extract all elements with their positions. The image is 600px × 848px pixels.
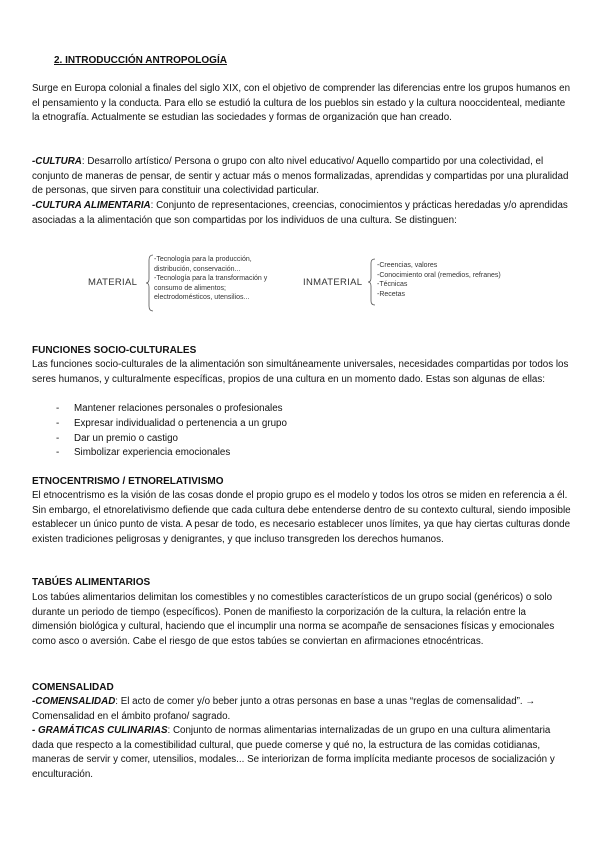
inmaterial-item: -Conocimiento oral (remedios, refranes) — [377, 271, 501, 279]
material-item: consumo de alimentos; — [154, 284, 226, 292]
intro-paragraph: Surge en Europa colonial a finales del siglo XIX, con el objetivo de comprender las diferencias entre los grupos humanos en el pensamiento y la conducta. Para ello se estudió la cultura de los pueblos sin estado y la cultura nooccidenteal, mediante la etnografía. Actualmente se estudian las sociedades y formas de organización que han creado. — [32, 83, 571, 124]
gramaticas-term: - GRAMÁTICAS CULINARIAS — [32, 725, 168, 736]
cultura-term: -CULTURA — [32, 156, 82, 167]
cultura-definition — [32, 155, 572, 199]
comensalidad-definition — [32, 695, 572, 724]
funciones-heading: FUNCIONES SOCIO-CULTURALES — [32, 345, 197, 356]
cultura-text: : Desarrollo artístico/ Persona o grupo con alto nivel educativo/ Aquello compartido por una colectividad, el conjunto de maneras de pensar, de sentir y actuar más o menos formalizadas, aprendidas y compartidas por una pluralidad de personas, que sirven para constituir una colectividad particular. — [32, 156, 569, 197]
cultura-alimentaria-text: : Conjunto de representaciones, creencias, conocimientos y prácticas heredadas y/o aprendidas asociadas a la alimentación que son compartidas por los individuos de una cultura. Se distinguen: — [32, 200, 568, 226]
comensalidad-text: : El acto de comer y/o beber junto a otras personas en base a unas “reglas de comensalidad”. → Comensalidad en el ámbito profano/ sagrado. — [32, 696, 536, 722]
cultura-alimentaria-diagram — [80, 248, 520, 318]
list-item: - Simbolizar experiencia emocionales — [32, 446, 552, 461]
inmaterial-item: -Técnicas — [377, 281, 408, 289]
list-item: - Mantener relaciones personales o profesionales — [32, 402, 552, 417]
funciones-list — [32, 402, 552, 461]
tabues-heading: TABÚES ALIMENTARIOS — [32, 577, 151, 588]
inmaterial-brace — [368, 258, 376, 306]
tabues-paragraph: Los tabúes alimentarios delimitan los comestibles y no comestibles característicos de un grupo social (genéricos) o solo durante un periodo de tiempo (específicos). Ponen de manifiesto la corporización de la cultura, la relación entre la dimensión biológica y cultural, haciendo que el incumplir una norma se acompañe de sensaciones físicas y emocionales como asco o aversión. Cabe el riesgo de que estos tabúes se conviertan en afirmaciones etnocéntricas. — [32, 592, 555, 647]
etnocentrismo-paragraph: El etnocentrismo es la visión de las cosas donde el propio grupo es el modelo y todos los otros se miden en referencia a él. Sin embargo, el etnorelativismo defiende que cada cultura debe entenderse dentro de su contexto cultural, siendo imposible establecer un único punto de vista. A pesar de todo, es necesario establecer unos límites, ya que hay ciertas culturas donde existen tradiciones peligrosas y denigrantes, y que incluso transgreden los derechos humanos. — [32, 490, 571, 545]
cultura-alimentaria-definition — [32, 199, 572, 228]
list-item: - Expresar individualidad o pertenencia a un grupo — [32, 417, 552, 432]
cultura-alimentaria-term: -CULTURA ALIMENTARIA — [32, 200, 151, 211]
material-item: electrodomésticos, utensilios... — [154, 294, 250, 302]
inmaterial-item: -Recetas — [377, 290, 406, 298]
inmaterial-list — [377, 261, 501, 299]
material-label: MATERIAL — [88, 277, 138, 288]
funciones-paragraph: Las funciones socio-culturales de la alimentación son simultáneamente universales, necesidades compartidas por todos los seres humanos, y culturalmente específicas, propios de una cultura en un momento dado. Estas son algunas de ellas: — [32, 359, 569, 385]
section-heading: 2. INTRODUCCIÓN ANTROPOLOGÍA — [54, 55, 227, 66]
gramaticas-definition — [32, 724, 572, 782]
gramaticas-text: : Conjunto de normas alimentarias internalizadas de un grupo en una cultura alimentaria dada que respecto a la comestibilidad cultural, que puede comerse y qué no, la estructura de las comidas cotidianas, maneras de servir y comer, utensilios, modales... Se interiorizan de forma implícita mediante procesos de socialización y enculturación. — [32, 725, 555, 780]
comensalidad-term: -COMENSALIDAD — [32, 696, 116, 707]
material-item: -Tecnología para la transformación y — [154, 275, 268, 283]
material-list — [154, 255, 267, 303]
inmaterial-item: -Creencias, valores — [377, 262, 438, 269]
material-item: distribución, conservación... — [154, 265, 241, 273]
material-item: -Tecnología para la producción, — [154, 256, 252, 263]
material-brace — [146, 254, 154, 312]
list-item: - Dar un premio o castigo — [32, 432, 552, 447]
inmaterial-label: INMATERIAL — [303, 277, 363, 288]
etnocentrismo-heading: ETNOCENTRISMO / ETNORELATIVISMO — [32, 476, 224, 487]
comensalidad-heading: COMENSALIDAD — [32, 682, 114, 693]
